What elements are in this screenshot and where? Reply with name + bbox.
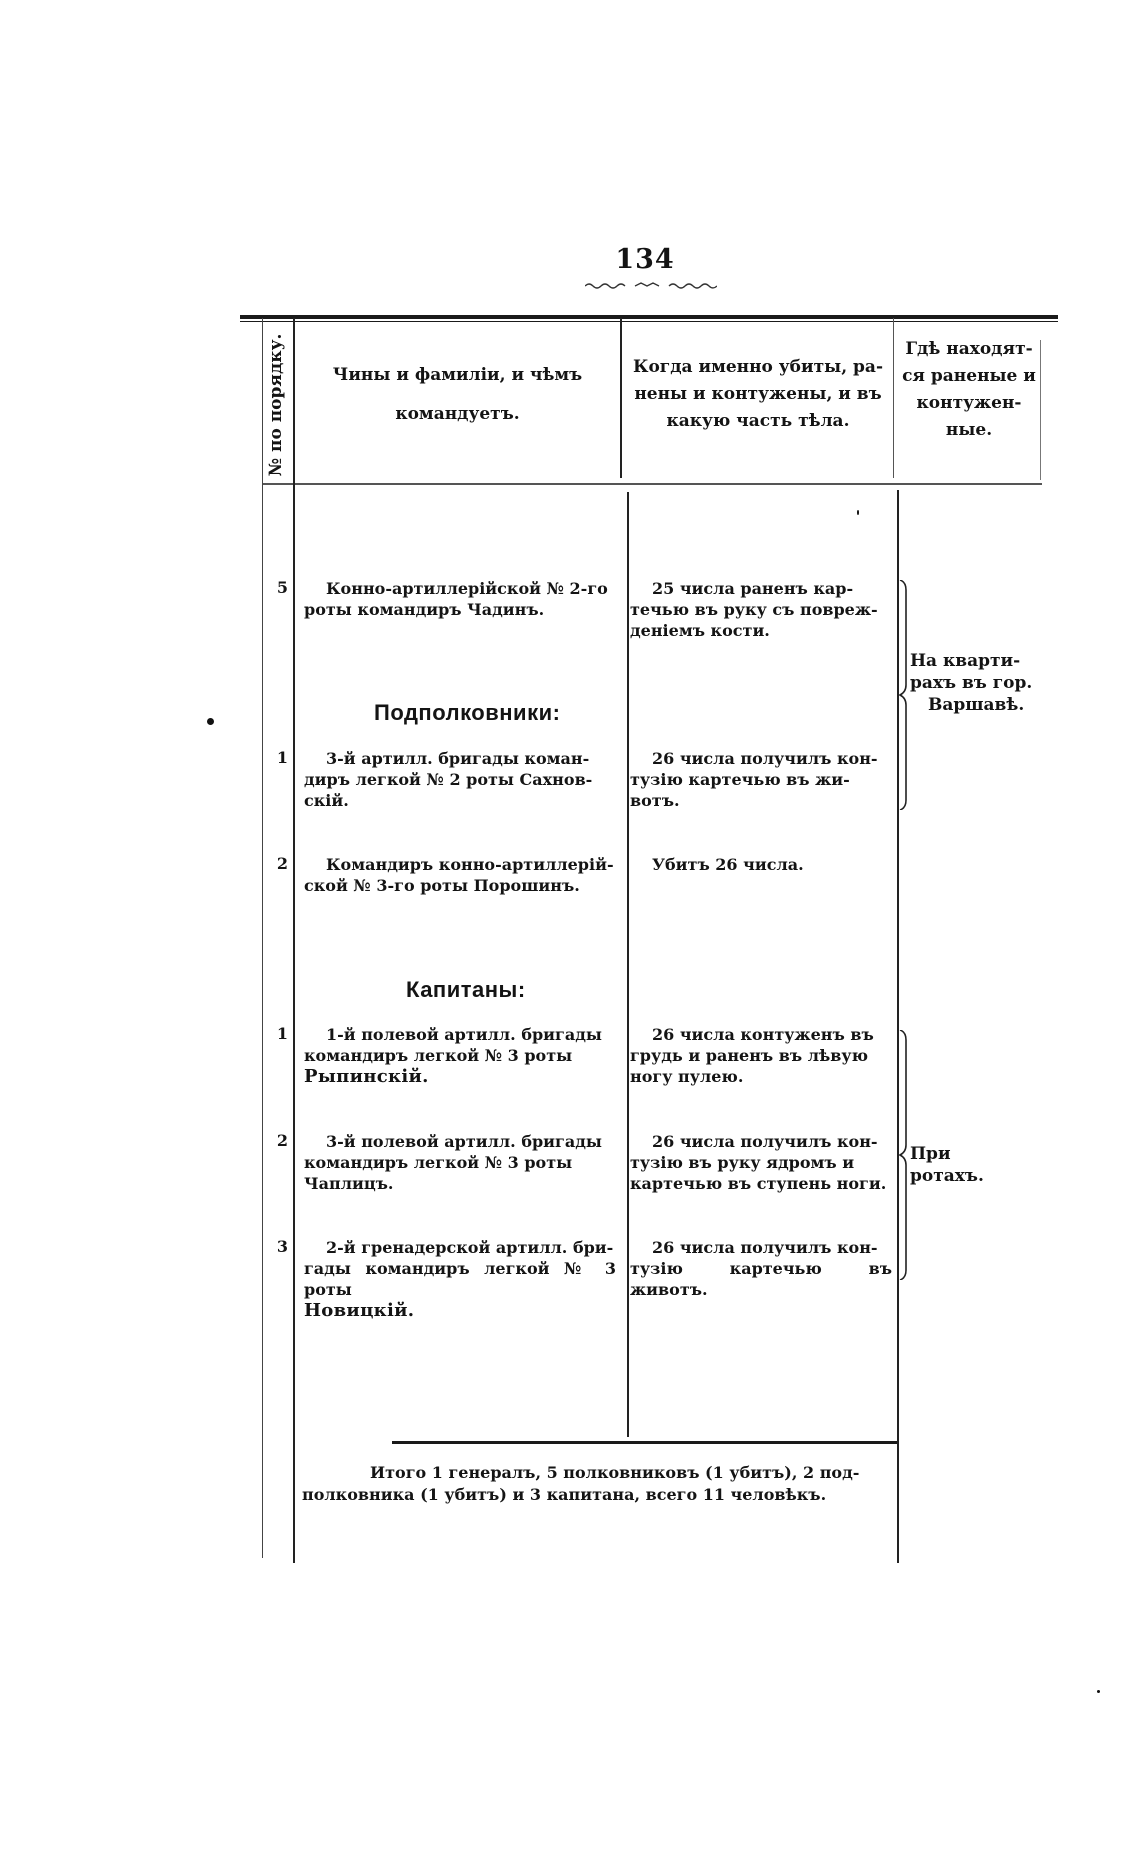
row-when-cell: 26 числа получилъ кон- тузію картечью въ жи- вотъ.	[630, 749, 878, 810]
row-name-cell: 3-й артилл. бригады коман- диръ легкой № 2 роты Сахнов- скій.	[304, 749, 593, 810]
scan-speck	[207, 718, 214, 725]
row-number: 1	[276, 748, 288, 767]
row-when-cell: 26 числа контуженъ въ грудь и раненъ въ лѣвую ногу пулею.	[630, 1025, 874, 1086]
row-when-cell: 25 числа раненъ кар- течью въ руку съ повреж- деніемъ кости.	[630, 579, 878, 640]
scan-speck	[1097, 1690, 1100, 1693]
scan-speck	[857, 510, 859, 515]
table-top-rule	[240, 315, 1058, 319]
brace-companies	[898, 1030, 908, 1280]
header-when-column: Когда именно убиты, ра- нены и контужены, и въ какую часть тѣла.	[632, 357, 884, 431]
row-name-cell: 1-й полевой артилл. бригады командиръ легкой № 3 роты Рыпинскій.	[304, 1025, 602, 1087]
table-top-rule-thin	[240, 321, 1058, 322]
place-companies: При ротахъ.	[910, 1144, 984, 1186]
row-number: 2	[276, 1131, 288, 1150]
left-border	[262, 318, 263, 1558]
total-rule	[392, 1441, 897, 1444]
name-column-divider-body	[627, 492, 629, 1437]
row-number: 3	[276, 1237, 288, 1256]
header-where-column: Гдѣ находят- ся раненые и контужен- ные.	[902, 339, 1036, 440]
ornament-divider	[585, 282, 717, 290]
num-column-divider	[293, 318, 295, 1563]
row-name-cell: Командиръ конно-артиллерій- ской № 3-го роты Порошинъ.	[304, 855, 614, 895]
right-border	[1040, 340, 1041, 480]
section-heading-captains: Капитаны:	[406, 977, 526, 1002]
page-number: 134	[615, 244, 675, 275]
row-number: 5	[276, 578, 288, 597]
row-name-cell: 2-й гренадерской артилл. бри- гады командиръ легкой № 3 роты Новицкій.	[304, 1238, 616, 1321]
row-name-cell: 3-й полевой артилл. бригады командиръ легкой № 3 роты Чаплицъ.	[304, 1132, 602, 1193]
header-name-column: Чины и фамиліи, и чѣмъ командуетъ.	[332, 365, 583, 424]
name-column-divider	[620, 318, 622, 478]
row-name-cell: Конно-артиллерійской № 2-го роты командиръ Чадинъ.	[304, 579, 608, 619]
brace-warsaw	[898, 580, 908, 810]
row-when-cell: 26 числа получилъ кон- тузію въ руку ядромъ и картечью въ ступень ноги.	[630, 1132, 887, 1193]
row-number: 2	[276, 854, 288, 873]
row-number: 1	[276, 1024, 288, 1043]
row-when-cell: 26 числа получилъ кон- тузію картечью въ животъ.	[630, 1238, 892, 1299]
place-warsaw: На кварти- рахъ въ гор. Варшавѣ.	[910, 651, 1033, 715]
row-when-cell: Убитъ 26 числа.	[652, 855, 804, 874]
header-bottom-rule	[262, 483, 1042, 485]
when-column-divider	[893, 318, 894, 478]
total-summary: Итого 1 генералъ, 5 полковниковъ (1 убитъ), 2 под- полковника (1 убитъ) и 3 капитана, всего 11 человѣкъ.	[302, 1463, 860, 1504]
header-number-column: № по порядку.	[266, 333, 286, 477]
section-heading-lt-colonels: Подполковники:	[374, 700, 561, 725]
